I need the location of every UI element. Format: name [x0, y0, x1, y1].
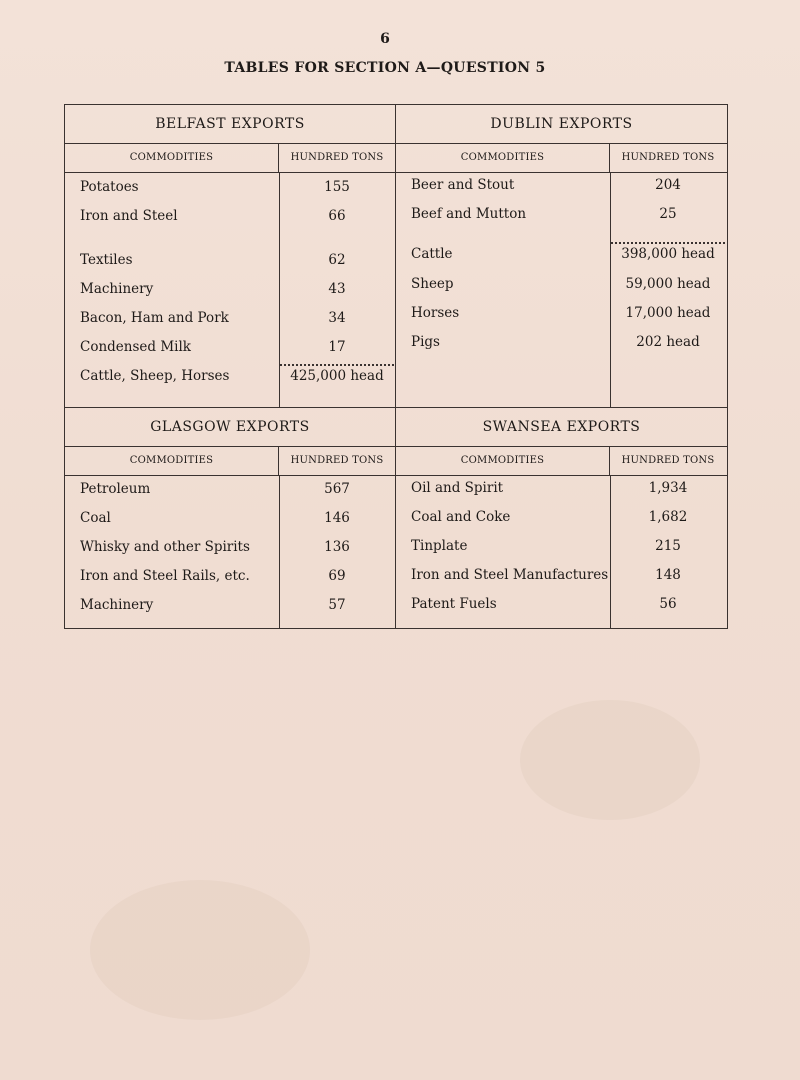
commodity-name: Oil and Spirit: [411, 480, 504, 496]
table-row: [396, 305, 727, 334]
column-divider: [610, 476, 611, 628]
commodity-value: 69: [328, 568, 346, 584]
swansea-table: [396, 408, 728, 629]
dublin-table: [396, 104, 728, 408]
page-title: TABLES FOR SECTION A—QUESTION 5: [224, 60, 546, 76]
commodities-header: COMMODITIES: [396, 447, 610, 475]
commodity-value: 56: [659, 596, 677, 612]
table-row: [65, 597, 395, 626]
commodity-name: Machinery: [80, 597, 154, 613]
table-row: [396, 538, 727, 567]
commodity-value: 66: [328, 208, 346, 224]
column-divider: [610, 173, 611, 407]
table-row: [65, 476, 395, 510]
column-divider: [279, 173, 280, 407]
commodity-value: 62: [328, 252, 346, 268]
table-row: [396, 596, 727, 625]
commodity-value: [610, 246, 726, 276]
table-row: [396, 246, 727, 276]
commodities-header: COMMODITIES: [396, 144, 610, 172]
paper-stain: [520, 700, 700, 820]
hundred-tons-header: HUNDRED TONS: [290, 455, 384, 466]
commodity-name: Pigs: [411, 334, 440, 350]
commodity-name: Iron and Steel: [80, 208, 178, 224]
commodity-value: 136: [324, 539, 350, 555]
dublin-column-headers: [396, 144, 727, 173]
table-row: [396, 567, 727, 596]
commodity-value: 202 head: [636, 334, 700, 350]
table-row: [396, 509, 727, 538]
table-row: [396, 276, 727, 305]
table-row: [65, 310, 395, 339]
tables-top-row: [64, 104, 728, 408]
commodity-name: Coal: [80, 510, 111, 526]
belfast-column-headers: [65, 144, 395, 173]
commodity-name: Sheep: [411, 276, 454, 292]
table-row: [65, 539, 395, 568]
table-row: [65, 510, 395, 539]
commodity-name: Coal and Coke: [411, 509, 511, 525]
commodity-name: Potatoes: [80, 179, 139, 195]
commodity-name: Machinery: [80, 281, 154, 297]
commodity-value: 17: [328, 339, 346, 355]
table-row: [65, 368, 395, 397]
commodity-name: Iron and Steel Rails, etc.: [80, 568, 250, 584]
table-row: [65, 208, 395, 252]
commodity-name: Horses: [411, 305, 460, 321]
commodity-value: 1,682: [648, 509, 688, 525]
table-row: [396, 206, 727, 246]
commodity-value: 57: [328, 597, 346, 613]
commodity-value: 204: [655, 177, 681, 193]
commodity-value: [279, 368, 395, 397]
table-row: [396, 173, 727, 206]
glasgow-table: [64, 408, 396, 629]
page-number: 6: [380, 31, 390, 47]
commodity-value: 1,934: [648, 480, 688, 496]
belfast-title: BELFAST EXPORTS: [65, 105, 395, 144]
hundred-tons-header: HUNDRED TONS: [621, 152, 715, 163]
commodity-name: Beer and Stout: [411, 177, 515, 193]
commodities-header: COMMODITIES: [65, 447, 279, 475]
commodity-name: Condensed Milk: [80, 339, 191, 355]
dublin-title: DUBLIN EXPORTS: [396, 105, 727, 144]
glasgow-title: GLASGOW EXPORTS: [65, 408, 395, 447]
commodity-name: Cattle: [411, 246, 453, 262]
belfast-table: [64, 104, 396, 408]
swansea-title: SWANSEA EXPORTS: [396, 408, 727, 447]
swansea-column-headers: [396, 447, 727, 476]
commodity-value: 43: [328, 281, 346, 297]
commodity-name: Bacon, Ham and Pork: [80, 310, 229, 326]
commodity-name: Textiles: [80, 252, 133, 268]
glasgow-rows: [65, 476, 395, 628]
commodities-header: COMMODITIES: [65, 144, 279, 172]
swansea-rows: [396, 476, 727, 628]
commodity-value: 155: [324, 179, 350, 195]
commodity-value: 59,000 head: [625, 276, 711, 292]
commodity-name: Patent Fuels: [411, 596, 497, 612]
dublin-rows: [396, 173, 727, 407]
table-row: [65, 173, 395, 208]
table-row: [396, 334, 727, 363]
commodity-name: Iron and Steel Manufactures: [411, 567, 609, 583]
table-row: [396, 476, 727, 509]
commodity-name: Beef and Mutton: [411, 206, 527, 222]
commodity-value: 146: [324, 510, 350, 526]
table-row: [65, 568, 395, 597]
commodity-value: 34: [328, 310, 346, 326]
commodity-name: Whisky and other Spirits: [80, 539, 250, 555]
commodity-value-text: 425,000 head: [280, 364, 394, 384]
commodity-name: Cattle, Sheep, Horses: [80, 368, 230, 384]
column-divider: [279, 476, 280, 628]
commodity-value-text: 398,000 head: [611, 242, 725, 262]
commodity-name: Petroleum: [80, 481, 151, 497]
hundred-tons-header: HUNDRED TONS: [290, 152, 384, 163]
glasgow-column-headers: [65, 447, 395, 476]
commodity-value: 215: [655, 538, 681, 554]
commodity-value: 25: [659, 206, 677, 222]
tables-bottom-row: [64, 408, 728, 629]
table-row: [65, 281, 395, 310]
commodity-value: 567: [324, 481, 350, 497]
commodity-name: Tinplate: [411, 538, 468, 554]
commodity-value: 17,000 head: [625, 305, 711, 321]
hundred-tons-header: HUNDRED TONS: [621, 455, 715, 466]
commodity-value: 148: [655, 567, 681, 583]
belfast-rows: [65, 173, 395, 407]
paper-stain: [90, 880, 310, 1020]
export-tables: [64, 104, 728, 629]
table-row: [65, 252, 395, 281]
